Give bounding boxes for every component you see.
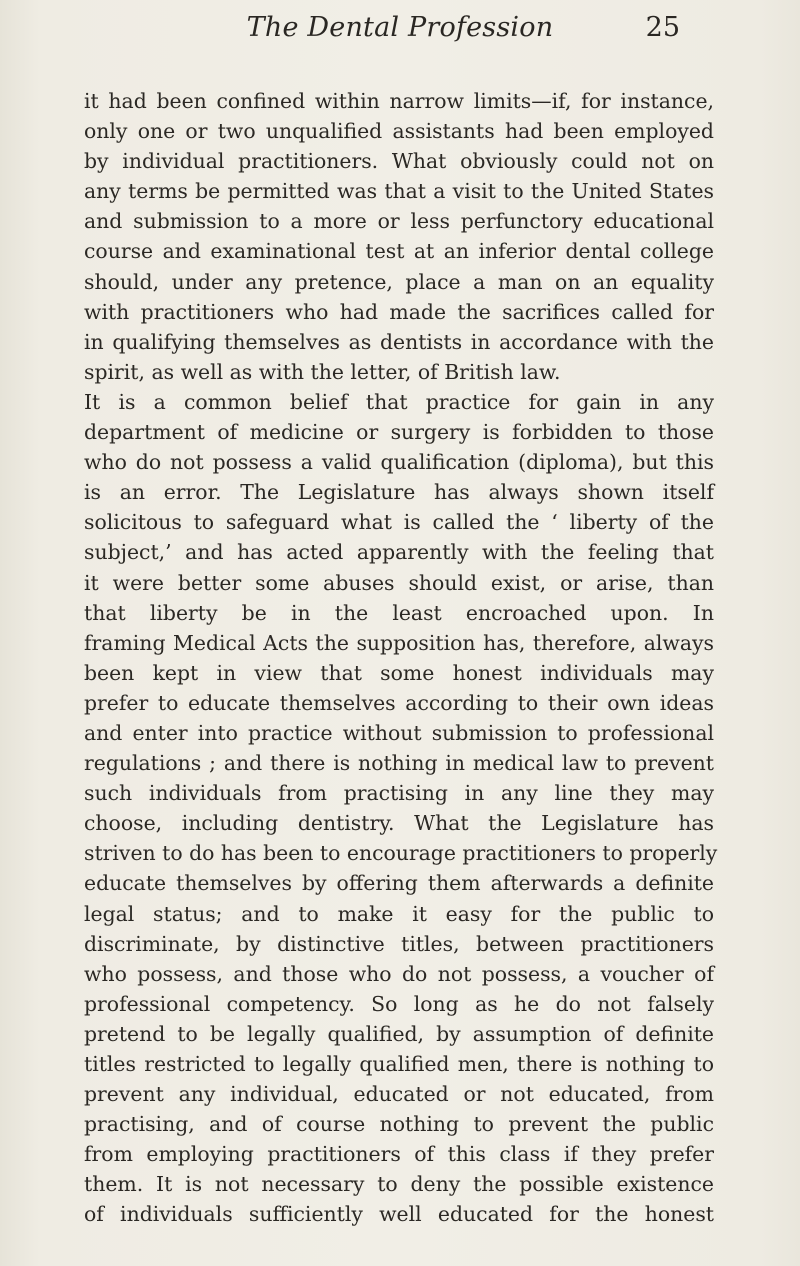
text-line: of individuals sufficiently well educated for the honest xyxy=(84,1202,714,1227)
text-line: been kept in view that some honest individuals may xyxy=(84,660,714,685)
text-line: should, under any pretence, place a man on an equality xyxy=(84,269,714,294)
running-head-title: The Dental Profession xyxy=(246,12,554,43)
running-head xyxy=(0,12,800,52)
text-line: regulations ; and there is nothing in medical law to prevent xyxy=(84,751,714,776)
text-line: legal status; and to make it easy for the public to xyxy=(84,901,714,926)
text-line: with practitioners who had made the sacrifices called for xyxy=(84,299,714,324)
text-line: titles restricted to legally qualified men, there is nothing to xyxy=(84,1052,714,1076)
text-line: It is a common belief that practice for gain in any xyxy=(84,389,714,414)
body-text xyxy=(84,86,718,1230)
text-line: spirit, as well as with the letter, of British law. xyxy=(84,359,561,384)
text-line: pretend to be legally qualified, by assumption of definite xyxy=(84,1021,714,1046)
text-line: such individuals from practising in any line they may xyxy=(84,781,714,806)
text-line: practising, and of course nothing to prevent the public xyxy=(84,1112,714,1137)
page-number: 25 xyxy=(645,12,680,43)
text-line: by individual practitioners. What obviously could not on xyxy=(84,149,714,174)
text-line: who possess, and those who do not possess, a voucher of xyxy=(84,961,714,986)
text-line: striven to do has been to encourage practitioners to properly xyxy=(84,841,718,866)
text-line: who do not possess a valid qualification (diploma), but this xyxy=(84,450,714,475)
text-line: it had been confined within narrow limits—if, for instance, xyxy=(84,89,714,113)
text-line: and enter into practice without submission to professional xyxy=(84,720,714,745)
text-line: only one or two unqualified assistants had been employed xyxy=(84,119,714,144)
text-line: choose, including dentistry. What the Legislature has xyxy=(84,811,714,836)
text-line: from employing practitioners of this class if they prefer xyxy=(84,1142,714,1167)
text-line: that liberty be in the least encroached upon. In xyxy=(84,600,714,625)
text-line: any terms be permitted was that a visit to the United States xyxy=(84,179,714,204)
text-line: framing Medical Acts the supposition has, therefore, always xyxy=(84,630,714,655)
text-line: and submission to a more or less perfunctory educational xyxy=(84,209,714,234)
text-line: department of medicine or surgery is forbidden to those xyxy=(84,420,714,445)
text-line: it were better some abuses should exist, or arise, than xyxy=(84,570,714,595)
text-line: prevent any individual, educated or not educated, from xyxy=(84,1082,714,1107)
text-line: in qualifying themselves as dentists in accordance with the xyxy=(84,329,714,354)
text-line: them. It is not necessary to deny the possible existence xyxy=(84,1172,714,1197)
text-line: professional competency. So long as he do not falsely xyxy=(84,991,714,1016)
text-line: discriminate, by distinctive titles, between practitioners xyxy=(84,931,714,956)
text-line: subject,’ and has acted apparently with the feeling that xyxy=(84,540,714,565)
text-line: course and examinational test at an inferior dental college xyxy=(84,239,714,264)
text-line: solicitous to safeguard what is called the ‘ liberty of the xyxy=(84,510,714,535)
text-line: is an error. The Legislature has always shown itself xyxy=(84,480,714,505)
text-line: prefer to educate themselves according to their own ideas xyxy=(84,690,714,715)
text-line: educate themselves by offering them afterwards a definite xyxy=(84,871,714,896)
